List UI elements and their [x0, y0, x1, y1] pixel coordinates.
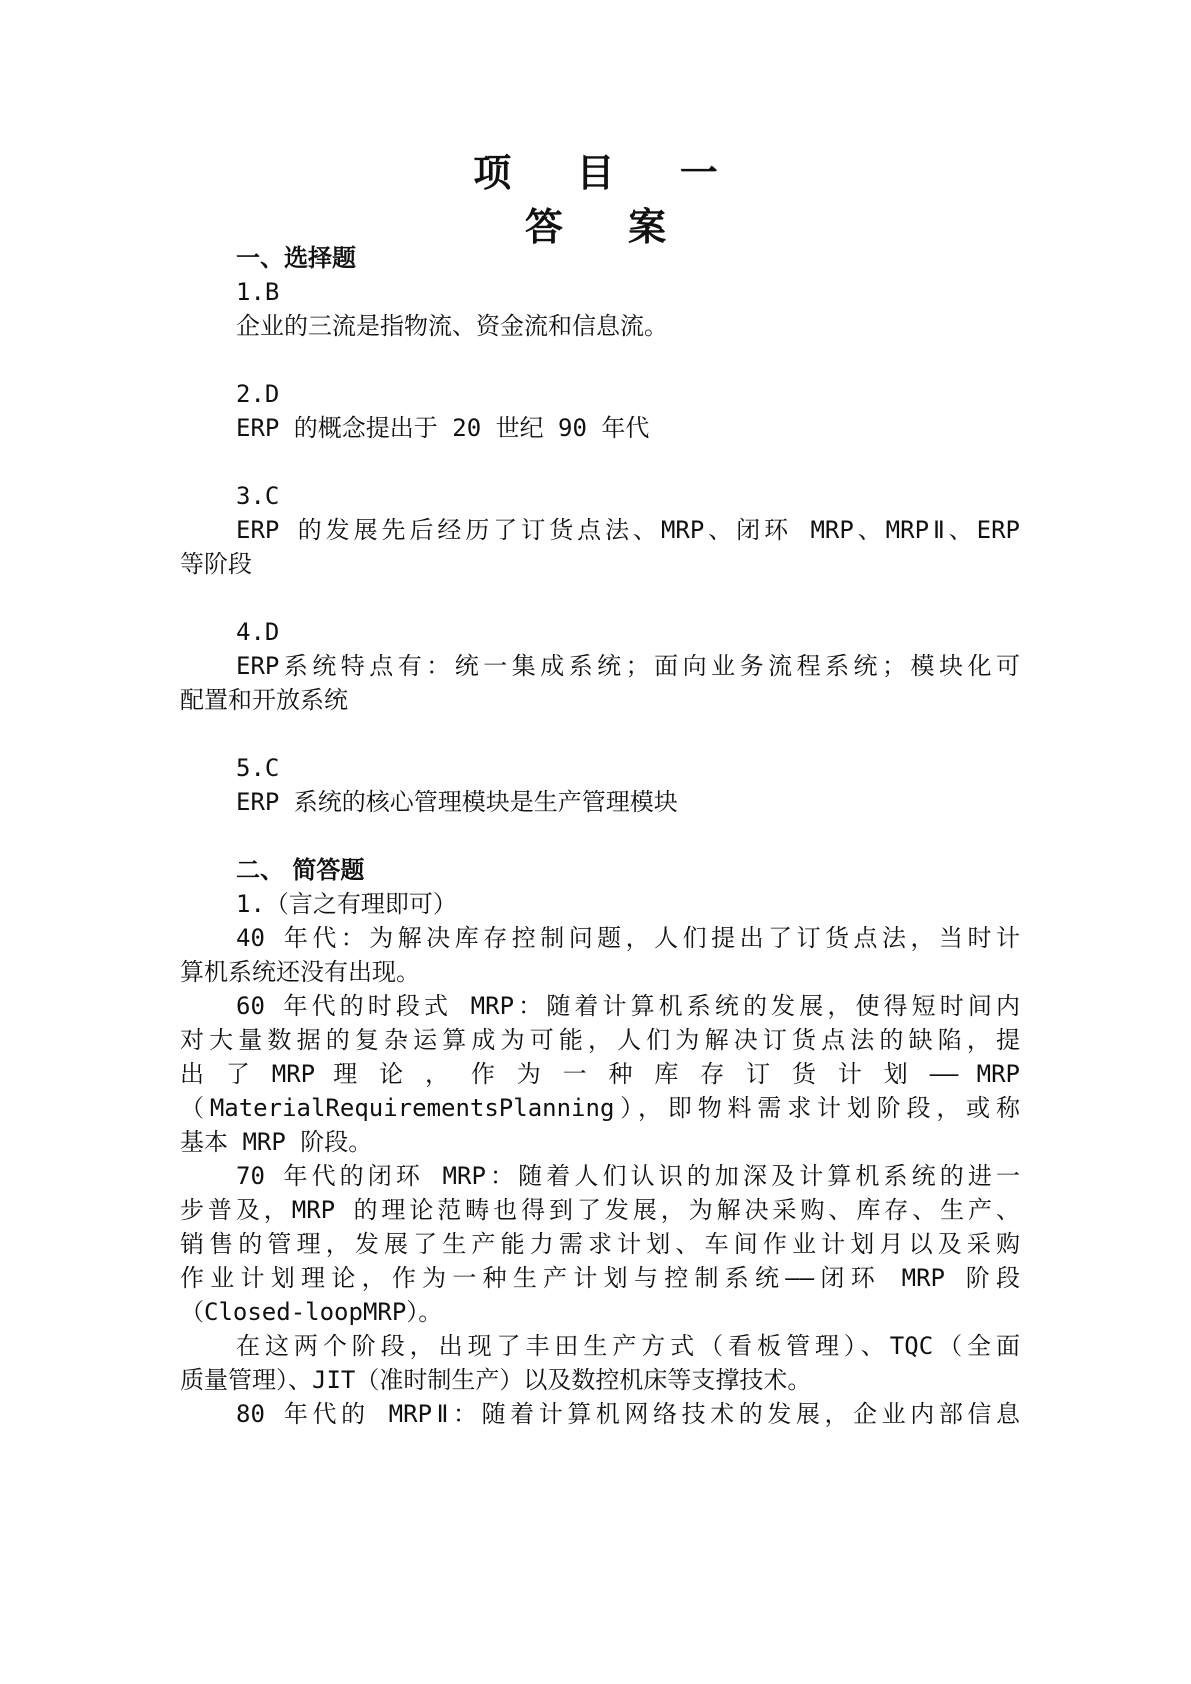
answer-4: 4.D: [236, 618, 280, 646]
explanation-4-line2: 配置和开放系统: [180, 686, 348, 714]
answer-1: 1.B: [236, 278, 280, 306]
document-title: 项 目 一: [473, 150, 744, 195]
answer-2: 2.D: [236, 380, 280, 408]
paragraph-line: 算机系统还没有出现。: [180, 958, 420, 986]
paragraph-line: 销售的管理，发展了生产能力需求计划、车间作业计划月以及采购: [180, 1230, 1020, 1258]
section-heading-short-answer: 二、 简答题: [236, 855, 365, 884]
explanation-3-line1: ERP 的发展先后经历了订货点法、MRP、闭环 MRP、MRPⅡ、ERP: [236, 516, 1020, 544]
answer-5: 5.C: [236, 754, 280, 782]
section-heading-choice: 一、选择题: [236, 243, 356, 272]
paragraph-line: 在这两个阶段，出现了丰田生产方式（看板管理）、TQC（全面: [236, 1332, 1020, 1360]
paragraph-line: 质量管理）、JIT（准时制生产）以及数控机床等支撑技术。: [180, 1366, 812, 1394]
paragraph-line: （Closed-loopMRP）。: [180, 1298, 443, 1326]
paragraph-line: 40 年代：为解决库存控制问题，人们提出了订货点法，当时计: [236, 924, 1020, 952]
explanation-3-line2: 等阶段: [180, 550, 252, 578]
paragraph-line: 80 年代的 MRPⅡ：随着计算机网络技术的发展，企业内部信息: [236, 1400, 1020, 1428]
explanation-1: 企业的三流是指物流、资金流和信息流。: [236, 312, 668, 340]
paragraph-line: 70 年代的闭环 MRP：随着人们认识的加深及计算机系统的进一: [236, 1162, 1020, 1190]
paragraph-line: （MaterialRequirementsPlanning），即物料需求计划阶段，或称: [180, 1094, 1020, 1122]
paragraph-line: 对大量数据的复杂运算成为可能，人们为解决订货点法的缺陷，提: [180, 1026, 1020, 1054]
paragraph-line: 出 了 MRP 理 论 ， 作 为 一 种 库 存 订 货 计 划 —— MRP: [180, 1060, 1020, 1088]
explanation-4-line1: ERP系统特点有：统一集成系统；面向业务流程系统；模块化可: [236, 652, 1020, 680]
explanation-5: ERP 系统的核心管理模块是生产管理模块: [236, 788, 678, 816]
paragraph-line: 步普及，MRP 的理论范畴也得到了发展，为解决采购、库存、生产、: [180, 1196, 1020, 1224]
explanation-2: ERP 的概念提出于 20 世纪 90 年代: [236, 414, 650, 442]
paragraph-line: 60 年代的时段式 MRP：随着计算机系统的发展，使得短时间内: [236, 992, 1020, 1020]
document-subtitle: 答 案: [524, 204, 693, 249]
paragraph-line: 基本 MRP 阶段。: [180, 1128, 373, 1156]
answer-3: 3.C: [236, 482, 280, 510]
short-answer-item: 1.（言之有理即可）: [236, 890, 457, 918]
paragraph-line: 作业计划理论，作为一种生产计划与控制系统——闭环 MRP 阶段: [180, 1264, 1020, 1292]
